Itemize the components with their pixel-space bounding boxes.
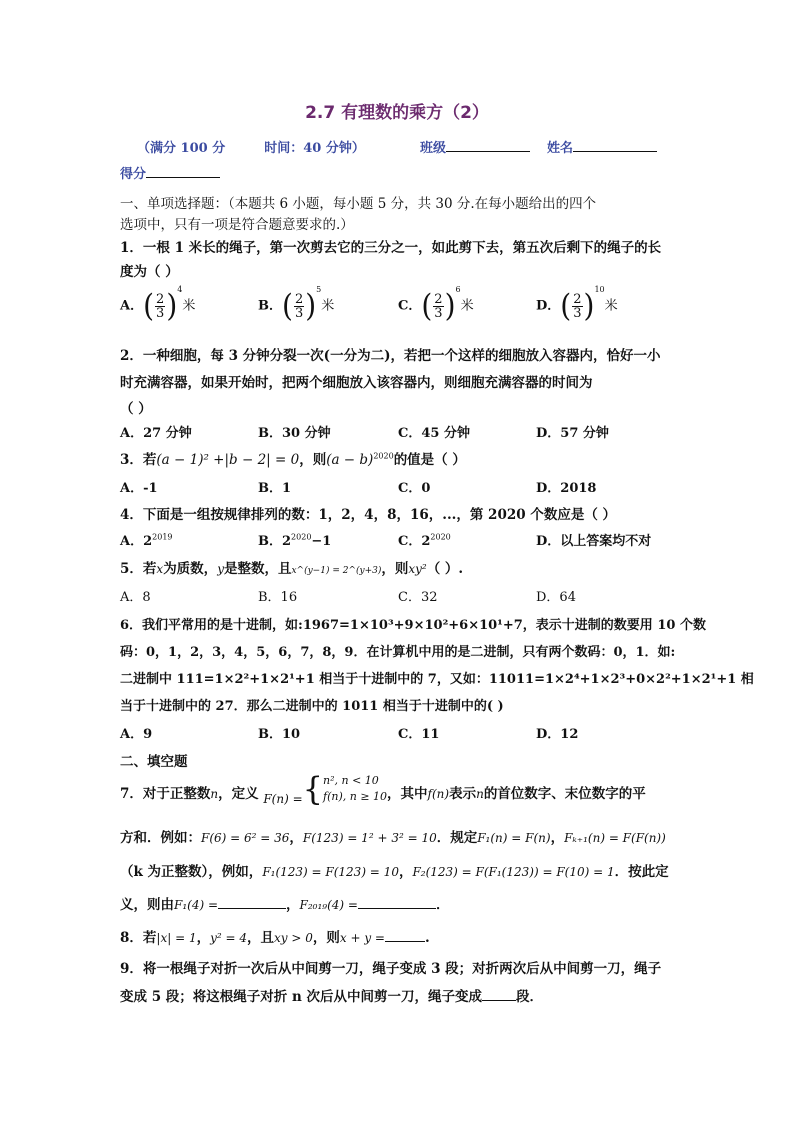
q1-options [120,285,680,324]
full-score: （满分 100 分 [137,141,226,156]
q4-line: 4．下面是一组按规律排列的数：1，2，4，8，16，...，第 2020 个数应是（ ） [120,507,617,523]
q5-options [120,586,680,606]
q4-option-b[interactable]: B．$2^{2020}-1$ [258,532,332,549]
q5-line: 5．若x为质数，y是整数，且x^(y−1) = 2^(y+3)，则xy²（ ）. [120,561,464,577]
q6-line1: 6．我们平常用的是十进制，如:1967=1×10³+9×10²+6×10¹+7，表示十进制的数要用 10 个数 [120,618,706,633]
q6-line4: 当于十进制中的 27．那么二进制中的 1011 相当于十进制中的( ) [120,699,504,714]
q1-option-d[interactable]: D． ( 2 3 ) $^{10}$米 [536,285,618,324]
q2-option-a[interactable]: A．27 分钟 [120,426,192,441]
q2-option-c[interactable]: C．45 分钟 [398,426,470,441]
q3-option-c[interactable]: C．0 [398,481,431,496]
q1-option-b[interactable]: B． ( 2 3 ) $^5$米 [258,285,335,324]
name-label: 姓名 [547,141,574,156]
q8-blank[interactable] [385,941,425,942]
q3-option-a[interactable]: A．-1 [120,481,158,496]
q7-line4: 义，则由F₁(4) = ，F₂₀₁₉(4) = ． [120,897,450,913]
q6-options [120,723,680,743]
q8-line: 8．若|x| = 1，y² = 4，且xy > 0，则x + y = . [120,930,430,946]
q9-blank[interactable] [482,1000,516,1001]
section2-heading: 二、填空题 [120,754,188,770]
q5-option-c[interactable]: C．32 [398,590,438,605]
q3-option-b[interactable]: B．1 [258,481,292,496]
q2-line3: （ ） [120,401,152,417]
score-blank[interactable] [146,177,220,178]
q4-option-d[interactable]: D．以上答案均不对 [536,534,652,549]
q7-line2: 方和．例如：F(6) = 6² = 36，F(123) = 1² + 3² = 10．规定F₁(n) = F(n)，Fₖ₊₁(n) = F(F(n)) [120,830,666,846]
q6-option-b[interactable]: B．10 [258,727,301,742]
q2-options [120,422,680,442]
name-blank[interactable] [573,151,657,152]
q7-blank2[interactable] [358,908,436,909]
q3-line: 3．若(a − 1)² +|b − 2| = 0，则$(a - b)^{2020}$的值是（ ） [120,451,466,468]
score-row [120,163,220,182]
q4-option-c[interactable]: C．$2^{2020}$ [398,532,451,549]
q6-option-d[interactable]: D．12 [536,727,579,742]
page-title: 2.7 有理数的乘方（2） [305,103,489,123]
q6-option-c[interactable]: C．11 [398,727,440,742]
score-label: 得分 [120,167,147,182]
q5-option-a[interactable]: A．8 [120,590,151,605]
q1-line1: 1．一根 1 米长的绳子，第一次剪去它的三分之一，如此剪下去，第五次后剩下的绳子的长 [120,240,662,256]
q4-option-a[interactable]: A．$2^{2019}$ [120,532,173,549]
q2-option-b[interactable]: B．30 分钟 [258,426,331,441]
q7-blank1[interactable] [218,908,286,909]
q5-option-d[interactable]: D．64 [536,590,576,605]
q5-option-b[interactable]: B．16 [258,590,298,605]
q1-option-c[interactable]: C． ( 2 3 ) $^6$米 [398,285,474,324]
q2-option-d[interactable]: D．57 分钟 [536,426,609,441]
class-blank[interactable] [446,151,530,152]
q2-line1: 2．一种细胞，每 3 分钟分裂一次(一分为二)，若把一个这样的细胞放入容器内，恰好一小 [120,348,661,364]
q6-line2: 码：0，1，2，3，4，5，6，7，8，9．在计算机中用的是二进制，只有两个数码：0，1．如: [120,645,676,660]
q3-option-d[interactable]: D．2018 [536,481,597,496]
q1-line2: 度为（ ） [120,264,179,280]
q3-options [120,477,680,497]
exam-info [137,137,657,156]
q7-line1: 7．对于正整数n，定义 F(n) = { n², n < 10 f(n), n ≥ 10 ，其中f(n)表示n的首位数字、末位数字的平 [120,770,646,808]
time-limit: 时间：40 分钟） [264,141,365,156]
q1-option-a[interactable]: A． ( 2 3 ) $^4$米 [120,285,196,324]
q6-line3: 二进制中 111=1×2²+1×2¹+1 相当于十进制中的 7，又如：11011=1×2⁴+1×2³+0×2²+1×2¹+1 相 [120,672,754,687]
q9-line1: 9．将一根绳子对折一次后从中间剪一刀，绳子变成 3 段；对折两次后从中间剪一刀，绳子 [120,961,662,977]
q9-line2: 变成 5 段；将这根绳子对折 n 次后从中间剪一刀，绳子变成 段． [120,989,544,1005]
q6-option-a[interactable]: A．9 [120,727,153,742]
q7-line3: （k 为正整数），例如，F₁(123) = F(123) = 10，F₂(123) = F(F₁(123)) = F(10) = 1．按此定 [120,864,669,880]
class-label: 班级 [419,141,446,156]
section1-heading-line1: 一、单项选择题：（本题共 6 小题，每小题 5 分，共 30 分.在每小题给出的四个 [120,196,597,212]
q4-options [120,530,680,550]
q2-line2: 时充满容器，如果开始时，把两个细胞放入该容器内，则细胞充满容器的时间为 [120,375,593,391]
section1-heading-line2: 选项中，只有一项是符合题意要求的.） [120,217,354,233]
